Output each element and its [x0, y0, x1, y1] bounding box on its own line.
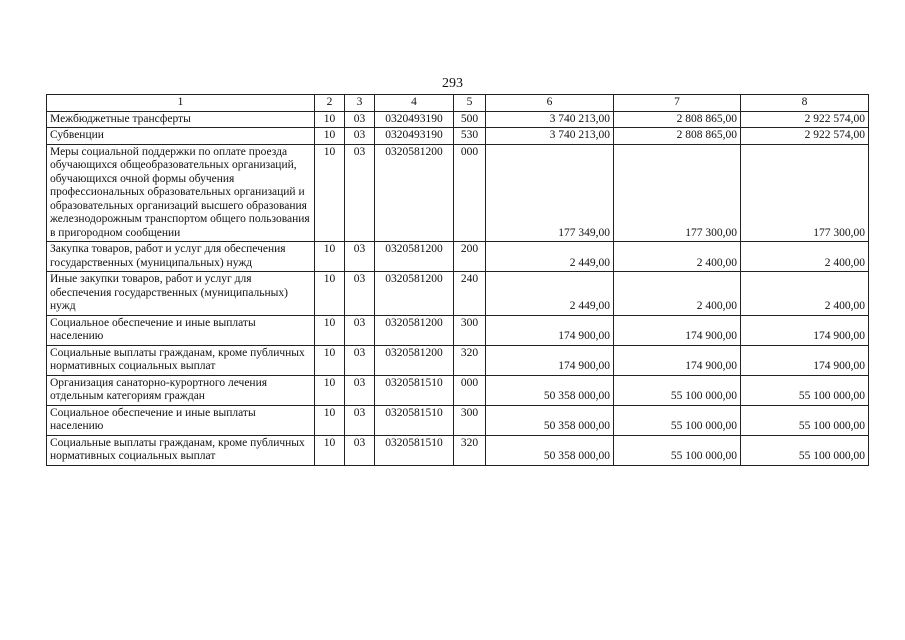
target-article-code: 0320581200: [375, 242, 454, 272]
expense-type-code: 300: [454, 405, 486, 435]
table-row: [47, 405, 869, 435]
expense-name: Закупка товаров, работ и услуг для обеспечения государственных (муниципальных) нужд: [47, 242, 315, 272]
amount-col-6: 50 358 000,00: [486, 375, 614, 405]
target-article-code: 0320581510: [375, 405, 454, 435]
expense-name: Социальное обеспечение и иные выплаты населению: [47, 315, 315, 345]
section-code: 10: [315, 405, 345, 435]
amount-col-8: 2 922 574,00: [741, 128, 869, 145]
amount-col-8: 55 100 000,00: [741, 405, 869, 435]
subsection-code: 03: [345, 375, 375, 405]
amount-col-7: 174 900,00: [614, 315, 741, 345]
amount-col-6: 174 900,00: [486, 345, 614, 375]
amount-col-8: 55 100 000,00: [741, 435, 869, 465]
section-code: 10: [315, 315, 345, 345]
expense-name: Социальное обеспечение и иные выплаты населению: [47, 405, 315, 435]
table-row: [47, 315, 869, 345]
expense-name: Субвенции: [47, 128, 315, 145]
header-row: [47, 95, 869, 112]
amount-col-8: 2 400,00: [741, 242, 869, 272]
target-article-code: 0320581510: [375, 435, 454, 465]
section-code: 10: [315, 375, 345, 405]
expense-type-code: 200: [454, 242, 486, 272]
expense-type-code: 000: [454, 144, 486, 242]
table-row: [47, 111, 869, 128]
amount-col-6: 50 358 000,00: [486, 405, 614, 435]
amount-col-7: 174 900,00: [614, 345, 741, 375]
amount-col-7: 2 400,00: [614, 272, 741, 316]
amount-col-8: 174 900,00: [741, 315, 869, 345]
expense-name: Социальные выплаты гражданам, кроме публичных нормативных социальных выплат: [47, 345, 315, 375]
header-col-7: 7: [614, 95, 741, 112]
amount-col-6: 174 900,00: [486, 315, 614, 345]
amount-col-6: 2 449,00: [486, 272, 614, 316]
target-article-code: 0320493190: [375, 111, 454, 128]
budget-table: [46, 94, 869, 466]
header-col-2: 2: [315, 95, 345, 112]
subsection-code: 03: [345, 128, 375, 145]
amount-col-7: 55 100 000,00: [614, 435, 741, 465]
table-body: [47, 111, 869, 465]
amount-col-6: 50 358 000,00: [486, 435, 614, 465]
amount-col-8: 177 300,00: [741, 144, 869, 242]
section-code: 10: [315, 435, 345, 465]
header-col-5: 5: [454, 95, 486, 112]
target-article-code: 0320493190: [375, 128, 454, 145]
table-row: [47, 242, 869, 272]
amount-col-6: 2 449,00: [486, 242, 614, 272]
expense-type-code: 320: [454, 345, 486, 375]
expense-name: Межбюджетные трансферты: [47, 111, 315, 128]
amount-col-6: 3 740 213,00: [486, 128, 614, 145]
target-article-code: 0320581510: [375, 375, 454, 405]
expense-name: Иные закупки товаров, работ и услуг для обеспечения государственных (муниципальных) нужд: [47, 272, 315, 316]
section-code: 10: [315, 111, 345, 128]
table-header: [47, 95, 869, 112]
subsection-code: 03: [345, 345, 375, 375]
table-row: [47, 375, 869, 405]
target-article-code: 0320581200: [375, 272, 454, 316]
header-col-3: 3: [345, 95, 375, 112]
expense-type-code: 320: [454, 435, 486, 465]
section-code: 10: [315, 144, 345, 242]
expense-type-code: 500: [454, 111, 486, 128]
amount-col-8: 2 400,00: [741, 272, 869, 316]
subsection-code: 03: [345, 405, 375, 435]
subsection-code: 03: [345, 242, 375, 272]
amount-col-6: 3 740 213,00: [486, 111, 614, 128]
amount-col-7: 2 808 865,00: [614, 128, 741, 145]
amount-col-7: 2 808 865,00: [614, 111, 741, 128]
subsection-code: 03: [345, 435, 375, 465]
table-row: [47, 345, 869, 375]
table-row: [47, 435, 869, 465]
amount-col-8: 174 900,00: [741, 345, 869, 375]
table-row: [47, 272, 869, 316]
target-article-code: 0320581200: [375, 315, 454, 345]
target-article-code: 0320581200: [375, 345, 454, 375]
target-article-code: 0320581200: [375, 144, 454, 242]
amount-col-7: 2 400,00: [614, 242, 741, 272]
subsection-code: 03: [345, 144, 375, 242]
amount-col-7: 55 100 000,00: [614, 405, 741, 435]
amount-col-7: 177 300,00: [614, 144, 741, 242]
table-row: [47, 144, 869, 242]
header-col-1: 1: [47, 95, 315, 112]
amount-col-8: 2 922 574,00: [741, 111, 869, 128]
expense-name: Социальные выплаты гражданам, кроме публичных нормативных социальных выплат: [47, 435, 315, 465]
section-code: 10: [315, 128, 345, 145]
amount-col-7: 55 100 000,00: [614, 375, 741, 405]
header-col-8: 8: [741, 95, 869, 112]
table-row: [47, 128, 869, 145]
expense-type-code: 240: [454, 272, 486, 316]
expense-type-code: 530: [454, 128, 486, 145]
section-code: 10: [315, 345, 345, 375]
section-code: 10: [315, 272, 345, 316]
expense-type-code: 000: [454, 375, 486, 405]
subsection-code: 03: [345, 272, 375, 316]
header-col-4: 4: [375, 95, 454, 112]
amount-col-8: 55 100 000,00: [741, 375, 869, 405]
expense-type-code: 300: [454, 315, 486, 345]
amount-col-6: 177 349,00: [486, 144, 614, 242]
expense-name: Меры социальной поддержки по оплате проезда обучающихся общеобразовательных организаций, обучающихся очной формы обучения профессиональных образовательных организаций и образовательных организаций высшего образования железнодорожным транспортом общего пользования в пригородном сообщении: [47, 144, 315, 242]
page-number: 293: [442, 76, 463, 91]
subsection-code: 03: [345, 111, 375, 128]
header-col-6: 6: [486, 95, 614, 112]
section-code: 10: [315, 242, 345, 272]
subsection-code: 03: [345, 315, 375, 345]
expense-name: Организация санаторно-курортного лечения отдельным категориям граждан: [47, 375, 315, 405]
